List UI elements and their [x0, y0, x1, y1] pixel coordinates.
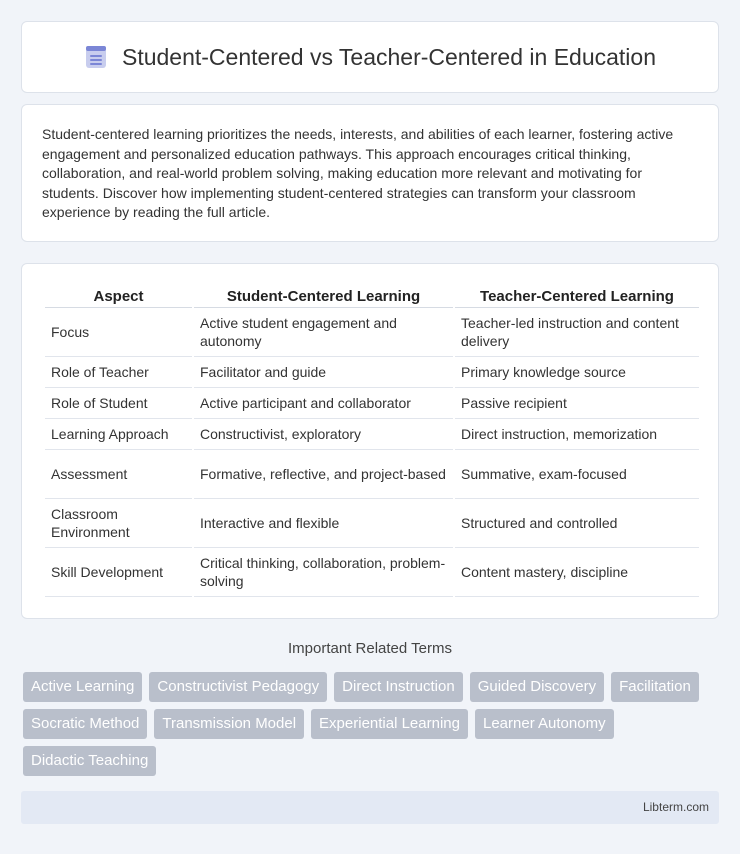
table-row	[45, 388, 699, 419]
comparison-table-card	[21, 263, 719, 619]
header-aspect: Aspect	[45, 284, 192, 308]
table-cell: Passive recipient	[455, 388, 699, 419]
footer-site-link[interactable]: Libterm.com	[642, 800, 709, 814]
tag-experiential-learning[interactable]: Experiential Learning	[311, 709, 468, 739]
table-header-row	[45, 284, 699, 308]
table-cell: Teacher-led instruction and content delivery	[455, 308, 699, 357]
tag-socratic-method[interactable]: Socratic Method	[23, 709, 147, 739]
related-terms-title: Important Related Terms	[288, 640, 452, 657]
intro-paragraph: Student-centered learning prioritizes the needs, interests, and abilities of each learner, fostering active engagement and personalized education pathways. This approach encourages critical thinking, collaboration, and real-world problem solving, making education more relevant and motivating for students. Discover how implementing student-centered strategies can transform your classroom experience by reading the full article.	[42, 126, 674, 221]
header-student-centered: Student-Centered Learning	[194, 284, 453, 308]
tag-guided-discovery[interactable]: Guided Discovery	[470, 672, 604, 702]
tag-constructivist-pedagogy[interactable]: Constructivist Pedagogy	[149, 672, 327, 702]
table-cell: Summative, exam-focused	[455, 450, 699, 499]
table-cell: Content mastery, discipline	[455, 548, 699, 597]
footer	[21, 791, 719, 824]
table-cell: Constructivist, exploratory	[194, 419, 453, 450]
table-cell: Classroom Environment	[45, 499, 192, 548]
tag-facilitation[interactable]: Facilitation	[611, 672, 699, 702]
table-cell: Interactive and flexible	[194, 499, 453, 548]
table-cell: Critical thinking, collaboration, problem-solving	[194, 548, 453, 597]
table-cell: Assessment	[45, 450, 192, 499]
tag-active-learning[interactable]: Active Learning	[23, 672, 142, 702]
tag-learner-autonomy[interactable]: Learner Autonomy	[475, 709, 614, 739]
table-cell: Skill Development	[45, 548, 192, 597]
table-row	[45, 499, 699, 548]
table-cell: Direct instruction, memorization	[455, 419, 699, 450]
related-terms-list	[23, 672, 723, 776]
table-cell: Active participant and collaborator	[194, 388, 453, 419]
intro-card	[21, 104, 719, 242]
header-teacher-centered: Teacher-Centered Learning	[455, 284, 699, 308]
table-row	[45, 450, 699, 499]
table-cell: Structured and controlled	[455, 499, 699, 548]
document-list-icon	[84, 45, 108, 69]
title-card	[21, 21, 719, 93]
tag-transmission-model[interactable]: Transmission Model	[154, 709, 304, 739]
table-cell: Facilitator and guide	[194, 357, 453, 388]
tag-didactic-teaching[interactable]: Didactic Teaching	[23, 746, 156, 776]
table-row	[45, 308, 699, 357]
table-row	[45, 419, 699, 450]
table-cell: Active student engagement and autonomy	[194, 308, 453, 357]
table-cell: Focus	[45, 308, 192, 357]
tag-direct-instruction[interactable]: Direct Instruction	[334, 672, 463, 702]
comparison-table	[43, 284, 701, 597]
table-row	[45, 357, 699, 388]
table-cell: Role of Teacher	[45, 357, 192, 388]
page-title: Student-Centered vs Teacher-Centered in Education	[121, 43, 656, 70]
table-row	[45, 548, 699, 597]
table-cell: Primary knowledge source	[455, 357, 699, 388]
table-cell: Learning Approach	[45, 419, 192, 450]
table-cell: Role of Student	[45, 388, 192, 419]
table-cell: Formative, reflective, and project-based	[194, 450, 453, 499]
